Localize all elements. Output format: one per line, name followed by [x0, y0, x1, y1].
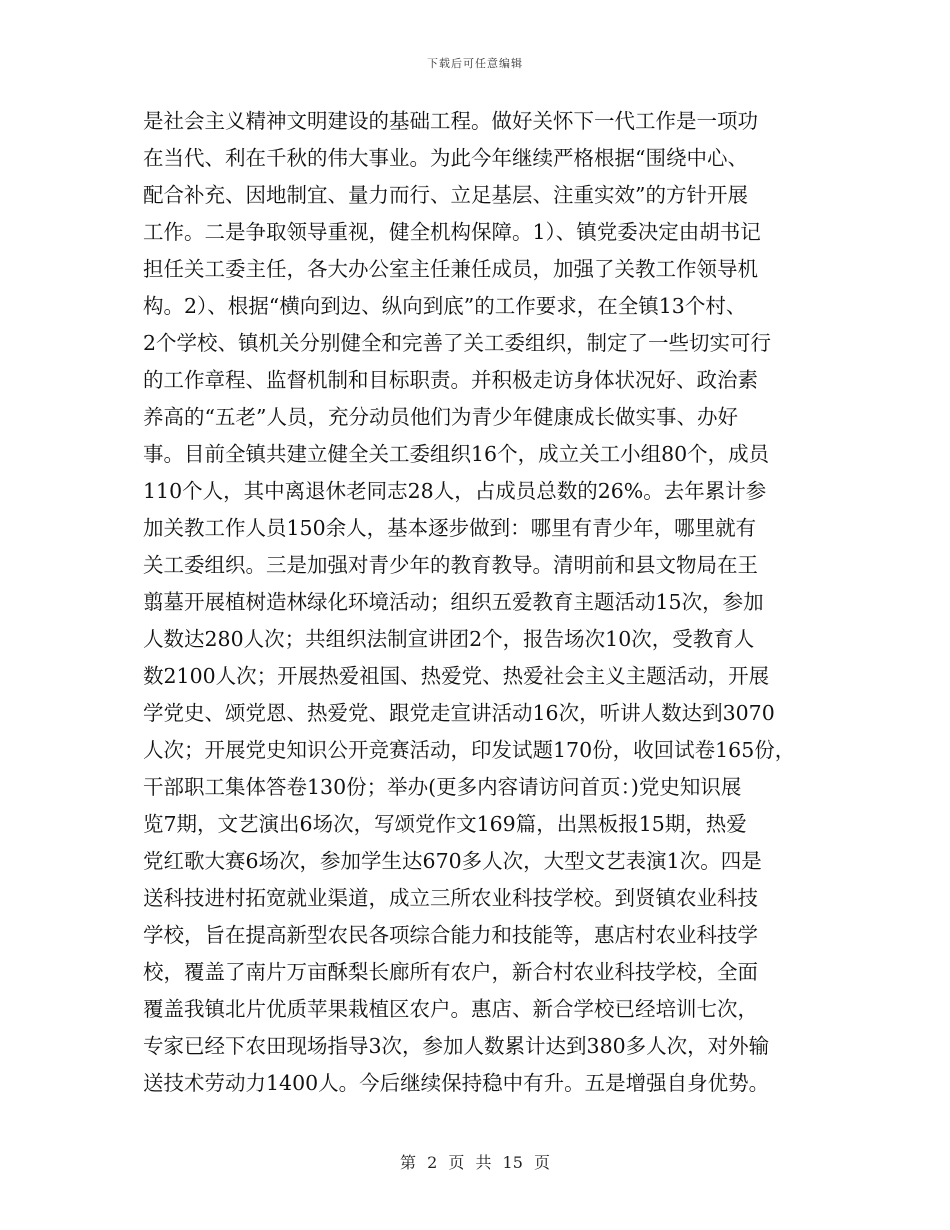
- body-line: 翦墓开展植树造林绿化环境活动；组织五爱教育主题活动15次，参加: [143, 590, 764, 614]
- body-line: 人次；开展党史知识公开竞赛活动，印发试题170份，收回试卷165份，: [143, 738, 796, 762]
- body-line: 构。2）、根据“横向到边、纵向到底”的工作要求，在全镇13个村、: [143, 294, 747, 318]
- body-line: 学校，旨在提高新型农民各项综合能力和技能等，惠店村农业科技学: [143, 923, 758, 947]
- body-line: 数2100人次；开展热爱祖国、热爱党、热爱社会主义主题活动，开展: [143, 664, 770, 688]
- body-line: 担任关工委主任，各大办公室主任兼任成员，加强了关教工作领导机: [143, 257, 758, 281]
- body-line: 关工委组织。三是加强对青少年的教育教导。清明前和县文物局在王: [143, 553, 758, 577]
- body-line: 是社会主义精神文明建设的基础工程。做好关怀下一代工作是一项功: [143, 109, 758, 133]
- body-line: 加关教工作人员150余人，基本逐步做到：哪里有青少年，哪里就有: [143, 516, 757, 540]
- body-line: 工作。二是争取领导重视，健全机构保障。1）、镇党委决定由胡书记: [143, 220, 761, 244]
- body-line: 事。目前全镇共建立健全关工委组织16个，成立关工小组80个，成员: [143, 442, 770, 466]
- body-line: 专家已经下农田现场指导3次，参加人数累计达到380多人次，对外输: [143, 1034, 770, 1058]
- body-line: 110个人，其中离退休老同志28人，占成员总数的26%。去年累计参: [143, 479, 767, 503]
- page-number: 第 2 页 共 15 页: [400, 1153, 550, 1172]
- body-line: 学党史、颂党恩、热爱党、跟党走宣讲活动16次，听讲人数达到3070: [143, 701, 775, 725]
- body-line: 覆盖我镇北片优质苹果栽植区农户。惠店、新合学校已经培训七次，: [143, 997, 758, 1021]
- body-line: 干部职工集体答卷130份；举办(更多内容请访问首页：)党史知识展: [143, 775, 742, 799]
- body-line: 人数达280人次；共组织法制宣讲团2个，报告场次10次，受教育人: [143, 627, 755, 651]
- body-line: 2个学校、镇机关分别健全和完善了关工委组织，制定了一些切实可行: [143, 331, 772, 355]
- body-line: 养高的“五老”人员，充分动员他们为青少年健康成长做实事、办好: [143, 405, 738, 429]
- body-line: 在当代、利在千秋的伟大事业。为此今年继续严格根据“围绕中心、: [143, 146, 748, 170]
- body-line: 送科技进村拓宽就业渠道，成立三所农业科技学校。到贤镇农业科技: [143, 886, 758, 910]
- body-line: 览7期，文艺演出6场次，写颂党作文169篇，出黑板报15期，热爱: [143, 812, 747, 836]
- body-line: 的工作章程、监督机制和目标职责。并积极走访身体状况好、政治素: [143, 368, 758, 392]
- body-line: 配合补充、因地制宜、量力而行、立足基层、注重实效”的方针开展: [143, 183, 748, 207]
- body-line: 校，覆盖了南片万亩酥梨长廊所有农户，新合村农业科技学校，全面: [143, 960, 758, 984]
- body-line: 党红歌大赛6场次，参加学生达670多人次，大型文艺表演1次。四是: [143, 849, 762, 873]
- body-line: 送技术劳动力1400人。今后继续保持稳中有升。五是增强自身优势。: [143, 1071, 770, 1095]
- page-header-note: 下载后可任意编辑: [427, 57, 523, 70]
